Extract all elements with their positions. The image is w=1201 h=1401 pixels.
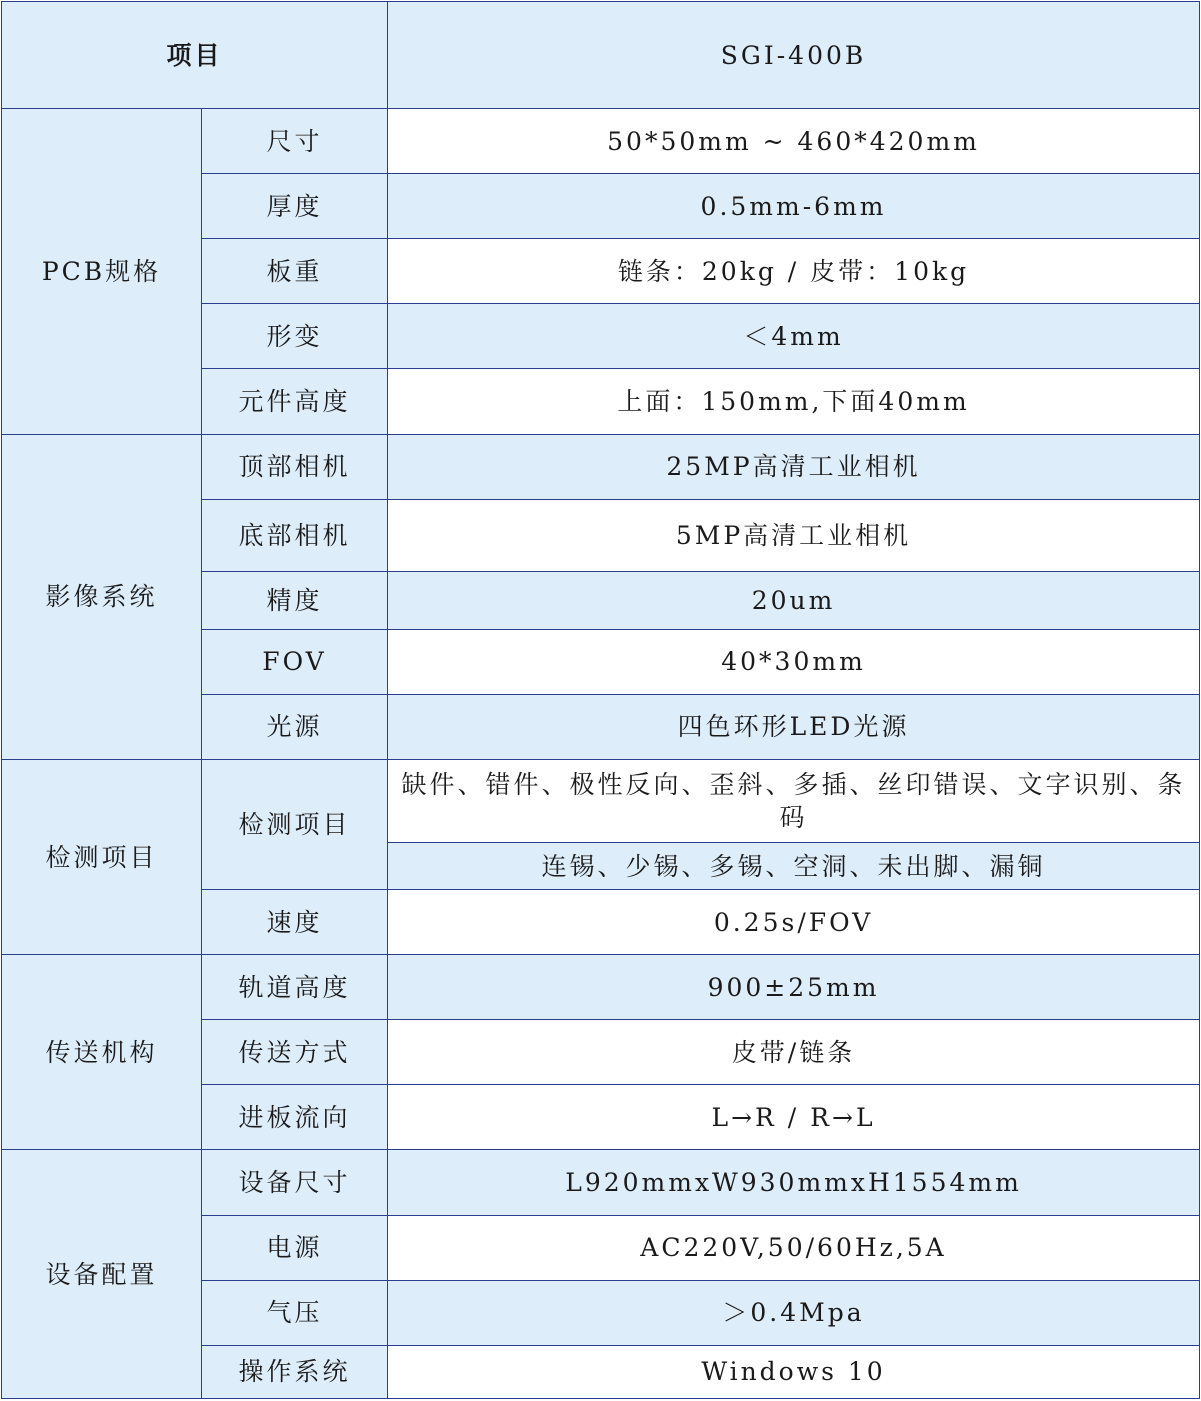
row-label: 顶部相机 [202,434,388,499]
row-label: 板重 [202,239,388,304]
row-value: ＜4mm [388,304,1200,369]
row-value: 皮带/链条 [388,1020,1200,1085]
row-value: 900±25mm [388,955,1200,1020]
row-value: 0.5mm-6mm [388,174,1200,239]
table-row [2,109,1200,174]
row-value: 四色环形LED光源 [388,694,1200,759]
row-value: 40*30mm [388,629,1200,694]
row-value: 50*50mm ~ 460*420mm [388,109,1200,174]
row-label: 厚度 [202,174,388,239]
row-label: 进板流向 [202,1085,388,1150]
header-model: SGI-400B [388,2,1200,109]
header-item-label: 项目 [2,2,388,109]
row-label: 速度 [202,890,388,955]
row-label: 光源 [202,694,388,759]
row-label: 检测项目 [202,759,388,889]
row-value: 连锡、少锡、多锡、空洞、未出脚、漏铜 [388,843,1200,890]
row-value: 上面：150mm,下面40mm [388,369,1200,434]
row-label: 底部相机 [202,499,388,571]
row-label: 元件高度 [202,369,388,434]
group-label-imaging: 影像系统 [2,434,202,759]
row-value: 25MP高清工业相机 [388,434,1200,499]
row-value: 20um [388,571,1200,629]
row-label: 轨道高度 [202,955,388,1020]
table-row [2,955,1200,1020]
table-row [2,434,1200,499]
row-value: 0.25s/FOV [388,890,1200,955]
row-label: 气压 [202,1280,388,1345]
header-row [2,2,1200,109]
row-value: 缺件、错件、极性反向、歪斜、多插、丝印错误、文字识别、条码 [388,759,1200,842]
row-value: ＞0.4Mpa [388,1280,1200,1345]
group-label-pcb: PCB规格 [2,109,202,434]
row-label: 传送方式 [202,1020,388,1085]
group-label-equipment: 设备配置 [2,1150,202,1399]
row-label: 设备尺寸 [202,1150,388,1215]
row-value: Windows 10 [388,1345,1200,1398]
row-value: AC220V,50/60Hz,5A [388,1215,1200,1280]
table-row [2,1150,1200,1215]
row-label: 电源 [202,1215,388,1280]
spec-table [1,1,1200,1399]
row-label: 尺寸 [202,109,388,174]
row-value: 链条：20kg / 皮带：10kg [388,239,1200,304]
row-value: L→R / R→L [388,1085,1200,1150]
table-row [2,759,1200,842]
row-label: 形变 [202,304,388,369]
group-label-transport: 传送机构 [2,955,202,1150]
row-label: 操作系统 [202,1345,388,1398]
row-label: FOV [202,629,388,694]
row-value: L920mmxW930mmxH1554mm [388,1150,1200,1215]
group-label-inspection: 检测项目 [2,759,202,954]
row-label: 精度 [202,571,388,629]
row-value: 5MP高清工业相机 [388,499,1200,571]
